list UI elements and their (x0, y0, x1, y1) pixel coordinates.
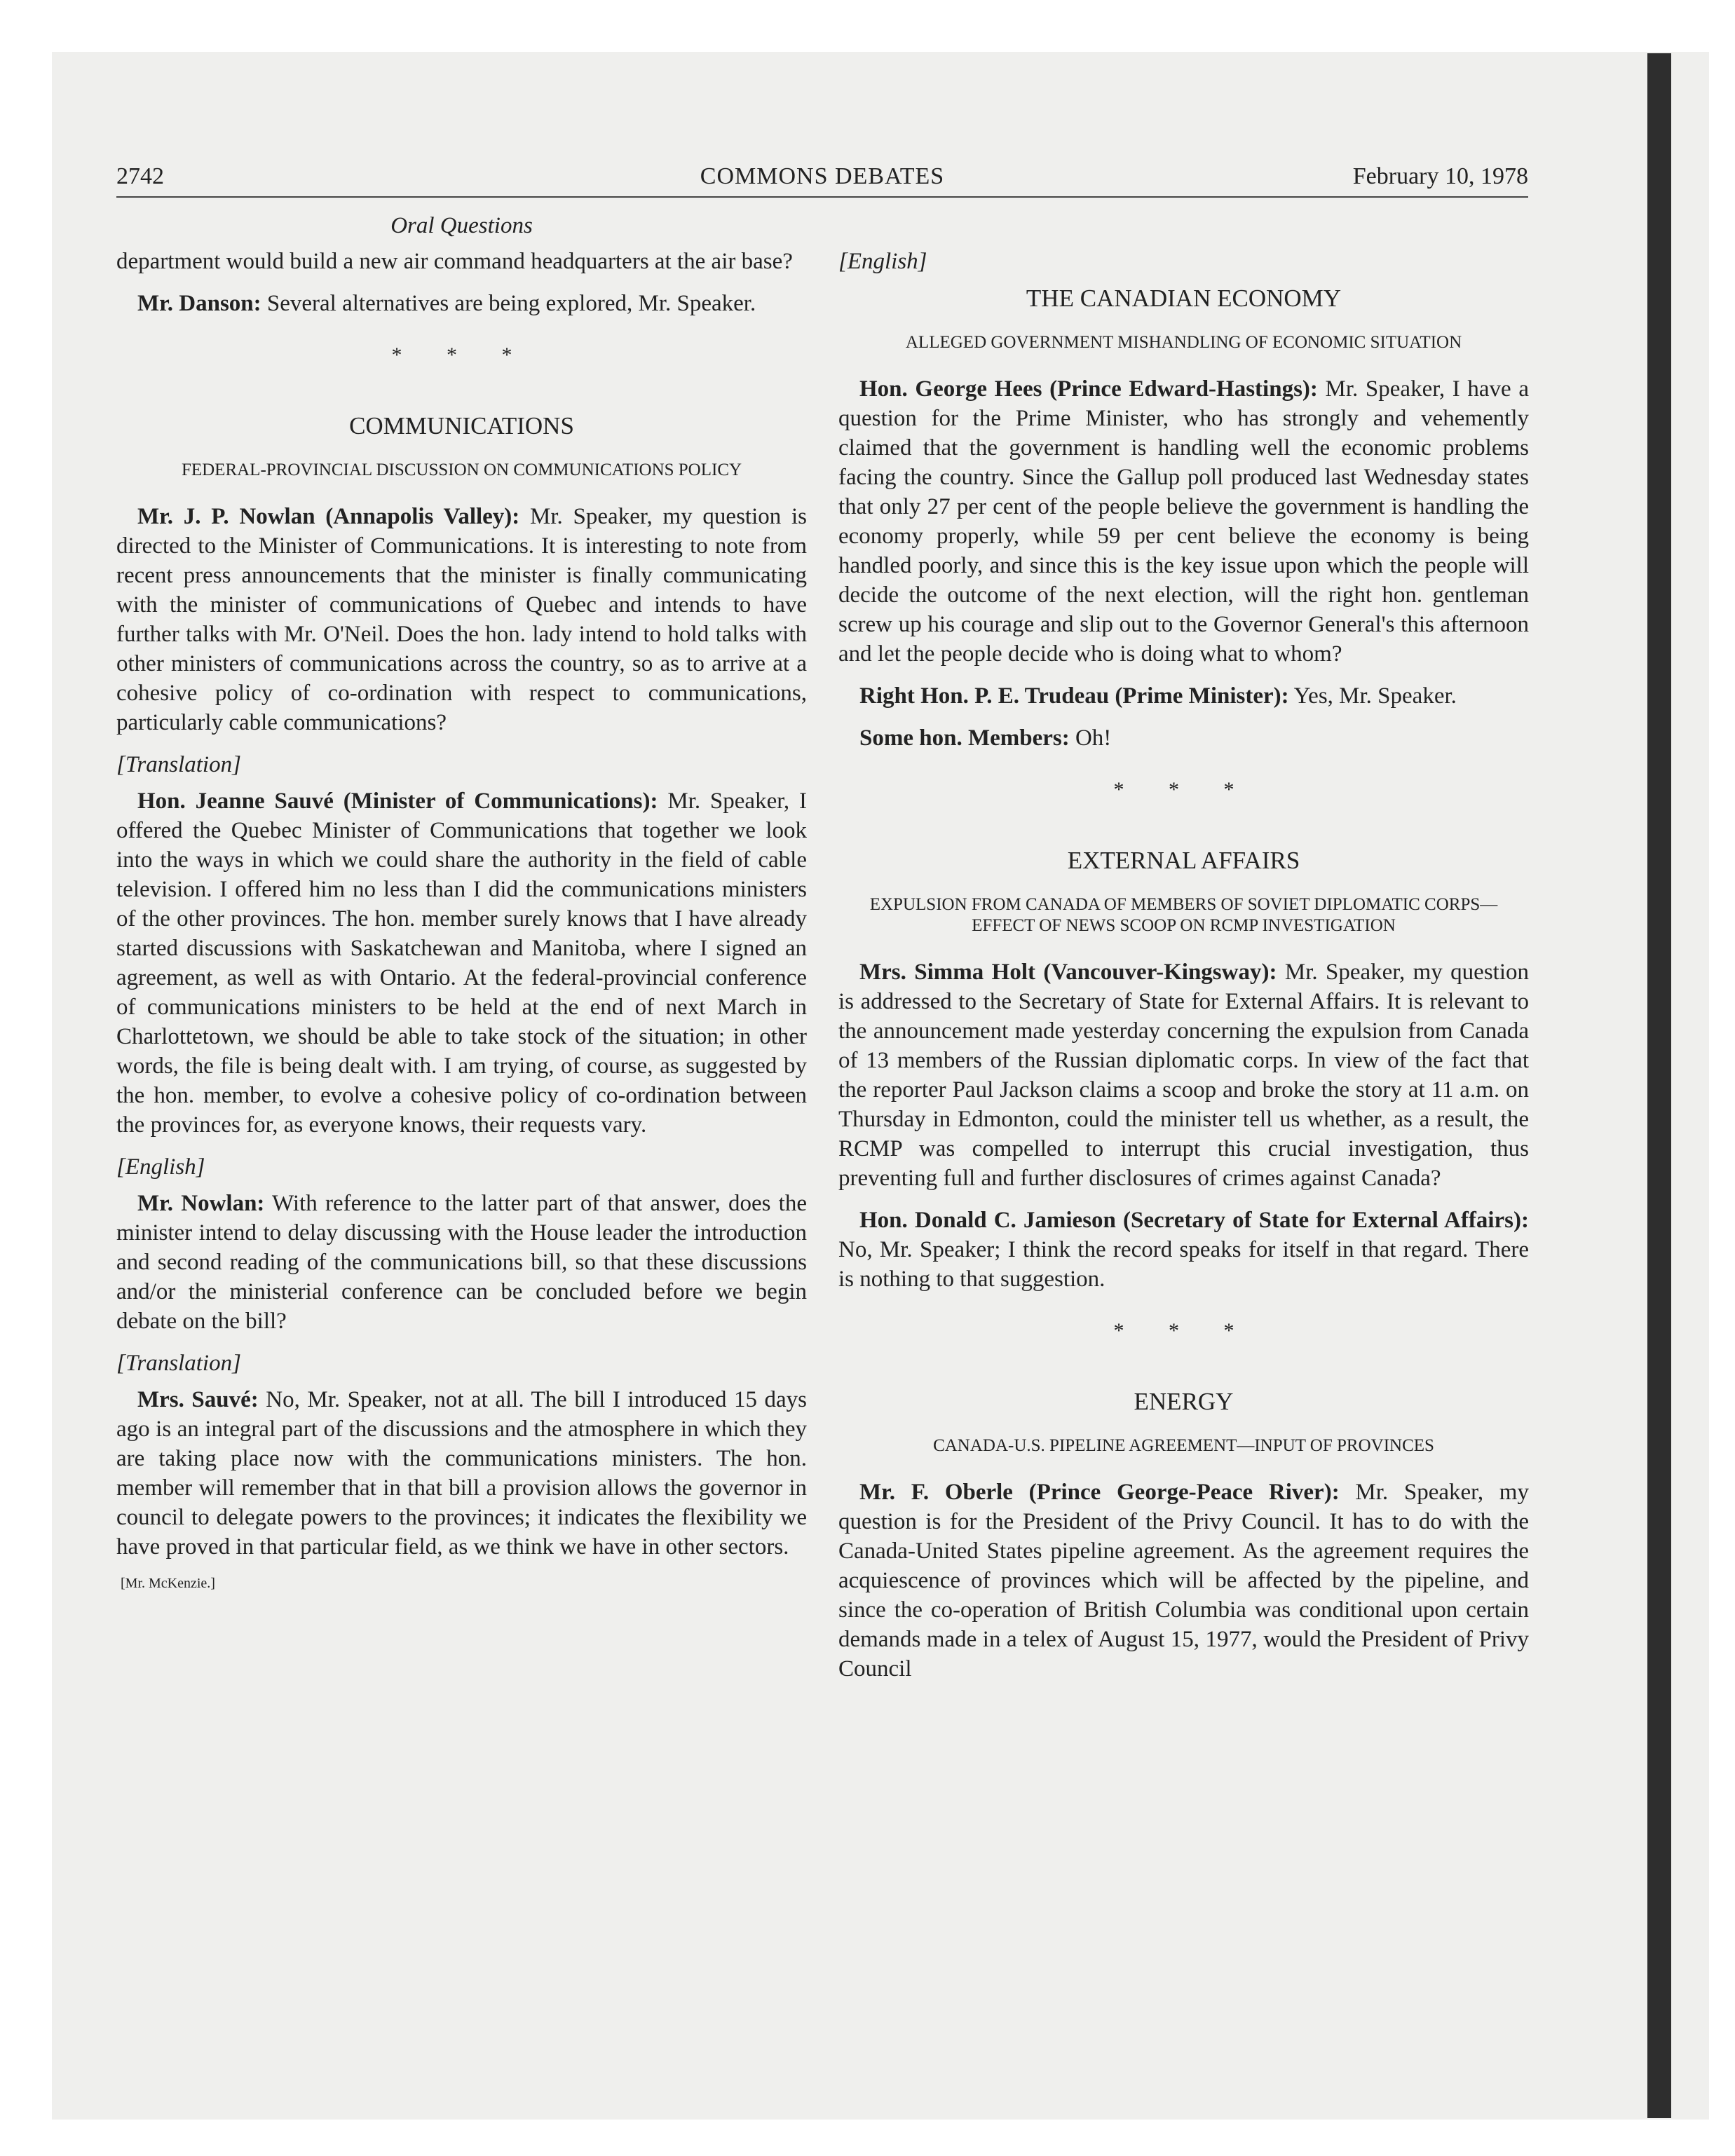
language-marker: [Translation] (116, 752, 241, 777)
speech (116, 1189, 807, 1336)
paragraph (116, 247, 807, 276)
section-subhead: CANADA-U.S. PIPELINE AGREEMENT—INPUT OF PROVINCES (933, 1436, 1434, 1455)
page-edge-shadow (1647, 53, 1671, 2118)
speaker-name: Mr. J. P. Nowlan (Annapolis Valley): (137, 504, 520, 529)
speaker-name: Mrs. Sauvé: (137, 1387, 259, 1412)
footnote: [Mr. McKenzie.] (121, 1576, 215, 1591)
speech (838, 681, 1529, 711)
speech (838, 723, 1529, 753)
section-subhead: EXPULSION FROM CANADA OF MEMBERS OF SOVIET DIPLOMATIC CORPS—EFFECT OF NEWS SCOOP ON RCMP INVESTIGATION (869, 895, 1498, 935)
section-separator: * * * (391, 343, 532, 367)
section-subhead: ALLEGED GOVERNMENT MISHANDLING OF ECONOMIC SITUATION (905, 333, 1462, 352)
speech-text: No, Mr. Speaker; I think the record speaks for itself in that regard. There is nothing to that suggestion. (838, 1237, 1529, 1292)
speech-text: Mr. Speaker, my question is for the President of the Privy Council. It has to do with the Canada-United States pipeline agreement. As the agreement requires the acquiescence of provinces which will be affected by the pipeline, and since the co-operation of British Columbia was conditional upon certain demands made in a telex of August 15, 1977, would the President of Privy Council (838, 1480, 1529, 1681)
speech-text: Mr. Speaker, I have a question for the Prime Minister, who has strongly and vehemently claimed that the government is handling well the economic problems facing the country. Since the Gallup poll produced last Wednesday states that only 27 per cent of the people believe the government is handling the economy properly, while 59 per cent believe the economy is being handled poorly, and since this is the key issue upon which the people will decide the outcome of the next election, will the right hon. gentleman screw up his courage and slip out to the Governor General's this afternoon and let the people decide who is doing what to whom? (838, 376, 1529, 667)
speaker-name: Some hon. Members: (859, 725, 1070, 751)
speech (116, 289, 807, 318)
speaker-name: Hon. George Hees (Prince Edward-Hastings): (859, 376, 1318, 402)
speaker-name: Right Hon. P. E. Trudeau (Prime Minister): (859, 683, 1289, 709)
running-head: Oral Questions (390, 213, 533, 238)
section-title: COMMUNICATIONS (349, 412, 574, 439)
speech (838, 1478, 1529, 1684)
paragraph-text: department would build a new air command headquarters at the air base? (116, 249, 793, 274)
speech-text: Several alternatives are being explored, Mr. Speaker. (261, 291, 756, 316)
page-number: 2742 (116, 163, 164, 189)
section-separator: * * * (1113, 778, 1254, 801)
page-header (116, 160, 1528, 198)
speaker-name: Hon. Jeanne Sauvé (Minister of Communications): (137, 789, 658, 814)
speaker-name: Mrs. Simma Holt (Vancouver-Kingsway): (859, 960, 1277, 985)
speech (116, 1385, 807, 1562)
left-column (116, 210, 807, 1592)
speech-text: Mr. Speaker, my question is directed to the Minister of Communications. It is interesting to note from recent press announcements that the minister is finally communicating with the minister of communications of Quebec and intends to have further talks with Mr. O'Neil. Does the hon. lady intend to hold talks with other ministers of communications across the country, so as to arrive at a cohesive policy of co-ordination with respect to communications, particularly cable communications? (116, 504, 808, 735)
speech (116, 786, 807, 1140)
language-marker: [Translation] (116, 1351, 241, 1376)
speech-text: Mr. Speaker, my question is addressed to the Secretary of State for External Affairs. It is relevant to the announcement made yesterday concerning the expulsion from Canada of 13 members of the Russian diplomatic corps. In view of the fact that the reporter Paul Jackson claims a scoop and broke the story at 11 a.m. on Thursday in Edmonton, could the minister tell us whether, as a result, the RCMP was compelled to interrupt this crucial investigation, thus preventing full and further disclosures of crimes against Canada? (838, 960, 1530, 1191)
speech (838, 374, 1529, 669)
speech-text: Mr. Speaker, I offered the Quebec Minister of Communications that together we look into the ways in which we could share the authority in the field of cable television. I offered him no less than I did the communications ministers of the other provinces. The hon. member surely knows that I have already started discussions with Saskatchewan and Manitoba, where I signed an agreement, as well as with Ontario. At the federal-provincial conference of communications ministers to be held at the end of next March in Charlottetown, we should be able to take stock of the situation; in other words, the file is being dealt with. I am trying, of course, as suggested by the hon. member, to evolve a cohesive policy of co-ordination between the provinces for, as everyone knows, their requests vary. (116, 789, 807, 1138)
language-marker: [English] (116, 1154, 205, 1180)
speech-text: No, Mr. Speaker, not at all. The bill I introduced 15 days ago is an integral part of the discussions and the atmosphere in which they are taking place now with the communications ministers. The hon. member will remember that in that bill a provision allows the governor in council to delegate powers to the provinces; it indicates the flexibility we have proved in that particular field, as we think we have in other sectors. (116, 1387, 807, 1560)
right-column (838, 210, 1529, 1696)
speech-text: With reference to the latter part of that answer, does the minister intend to delay discussing with the House leader the introduction and second reading of the communications bill, so that these discussions and/or the ministerial conference can be concluded before we begin debate on the bill? (116, 1191, 807, 1334)
section-separator: * * * (1113, 1319, 1254, 1342)
speech-text: Oh! (1069, 725, 1112, 751)
section-title: EXTERNAL AFFAIRS (1067, 847, 1300, 874)
section-title: ENERGY (1134, 1388, 1234, 1415)
speaker-name: Mr. F. Oberle (Prince George-Peace River): (859, 1480, 1340, 1505)
speech-text: Yes, Mr. Speaker. (1288, 683, 1457, 709)
publication-title: COMMONS DEBATES (700, 163, 945, 189)
speaker-name: Mr. Nowlan: (137, 1191, 265, 1216)
section-subhead: FEDERAL-PROVINCIAL DISCUSSION ON COMMUNICATIONS POLICY (181, 460, 742, 479)
speech (838, 957, 1529, 1193)
section-title: THE CANADIAN ECONOMY (1026, 285, 1342, 312)
speaker-name: Mr. Danson: (137, 291, 261, 316)
speech (116, 502, 807, 737)
speech (838, 1206, 1529, 1294)
header-date: February 10, 1978 (1352, 163, 1528, 189)
language-marker: [English] (838, 249, 927, 274)
speaker-name: Hon. Donald C. Jamieson (Secretary of State for External Affairs): (859, 1208, 1529, 1233)
